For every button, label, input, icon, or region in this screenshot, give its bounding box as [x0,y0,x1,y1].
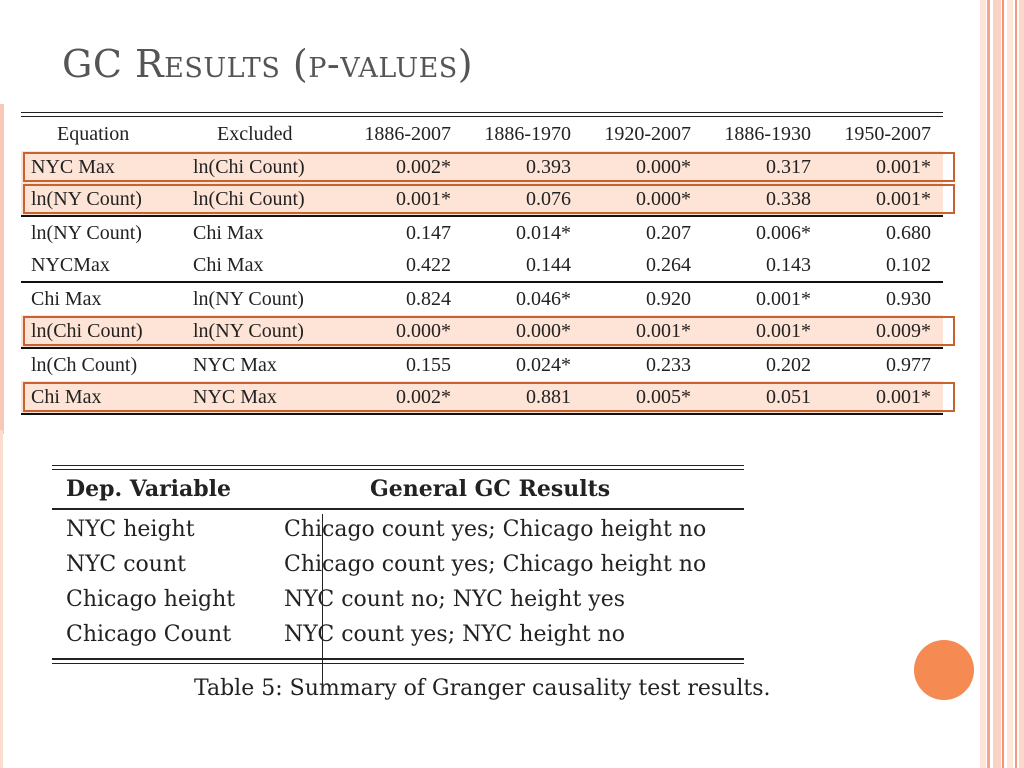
left-accent-bar-lower [0,430,3,768]
table-row [52,617,744,652]
pvalue-cell: 0.233 [646,354,691,376]
pvalue-cell: 0.920 [646,288,691,310]
table-row [21,349,943,381]
result-cell: NYC count no; NYC height yes [284,587,626,612]
pvalue-cell: 0.001* [396,188,451,210]
pvalue-cell: 0.076 [526,188,571,210]
pvalue-cell: 0.881 [526,386,571,408]
header-period-2: 1886-1970 [484,123,571,145]
excluded-cell: ln(Chi Count) [193,188,305,210]
pvalue-cell: 0.000* [636,188,691,210]
excluded-cell: Chi Max [193,254,264,276]
left-accent-bar [0,104,4,434]
pvalue-cell: 0.001* [756,320,811,342]
pvalue-cell: 0.000* [636,156,691,178]
equation-cell: Chi Max [31,288,102,310]
pvalue-cell: 0.002* [396,386,451,408]
table-row [52,582,744,617]
equation-cell: ln(NY Count) [31,222,142,244]
excluded-cell: NYC Max [193,386,277,408]
pvalue-cell: 0.001* [756,288,811,310]
pvalue-cell: 0.009* [876,320,931,342]
excluded-cell: ln(NY Count) [193,288,304,310]
table-row [21,183,943,217]
header-equation: Equation [57,123,130,145]
header-period-3: 1920-2007 [604,123,691,145]
pvalue-cell: 0.147 [406,222,451,244]
header-period-5: 1950-2007 [844,123,931,145]
header-dep-variable: Dep. Variable [66,476,232,502]
pvalue-cell: 0.393 [526,156,571,178]
gc-pvalues-table [21,112,943,415]
pvalue-cell: 0.824 [406,288,451,310]
pvalue-cell: 0.005* [636,386,691,408]
excluded-cell: ln(NY Count) [193,320,304,342]
header-period-1: 1886-2007 [364,123,451,145]
pvalue-cell: 0.422 [406,254,451,276]
excluded-cell: NYC Max [193,354,277,376]
pvalue-cell: 0.002* [396,156,451,178]
pvalue-cell: 0.930 [886,288,931,310]
equation-cell: ln(Chi Count) [31,320,143,342]
pvalue-cell: 0.024* [516,354,571,376]
equation-cell: Chi Max [31,386,102,408]
dep-variable-cell: NYC count [66,552,186,577]
table-row [21,283,943,315]
page-title: GC Results (p-values) [62,42,474,86]
excluded-cell: Chi Max [193,222,264,244]
summary-header-row [52,470,744,510]
table-row [52,512,744,547]
pvalue-cell: 0.000* [516,320,571,342]
result-cell: NYC count yes; NYC height no [284,622,626,647]
table-caption: Table 5: Summary of Granger causality test results. [194,676,771,701]
pvalue-cell: 0.155 [406,354,451,376]
pvalue-cell: 0.051 [766,386,811,408]
decorative-stripes [980,0,1024,768]
pvalue-cell: 0.001* [876,386,931,408]
header-period-4: 1886-1930 [724,123,811,145]
pvalue-cell: 0.001* [876,156,931,178]
table-row [21,151,943,183]
pvalue-cell: 0.144 [526,254,571,276]
pvalue-cell: 0.207 [646,222,691,244]
pvalue-cell: 0.000* [396,320,451,342]
dep-variable-cell: Chicago height [66,587,236,612]
pvalue-cell: 0.317 [766,156,811,178]
pvalue-cell: 0.202 [766,354,811,376]
result-cell: Chicago count yes; Chicago height no [284,552,707,577]
header-excluded: Excluded [217,123,293,145]
result-cell: Chicago count yes; Chicago height no [284,517,707,542]
table-row [52,547,744,582]
pvalue-cell: 0.001* [876,188,931,210]
equation-cell: NYC Max [31,156,115,178]
pvalue-cell: 0.338 [766,188,811,210]
pvalue-cell: 0.014* [516,222,571,244]
pvalue-cell: 0.006* [756,222,811,244]
table-row [21,381,943,415]
dep-variable-cell: NYC height [66,517,195,542]
pvalue-cell: 0.001* [636,320,691,342]
equation-cell: ln(NY Count) [31,188,142,210]
table-header-row [21,117,943,151]
pvalue-cell: 0.680 [886,222,931,244]
gc-summary-table [52,465,744,664]
pvalue-cell: 0.143 [766,254,811,276]
equation-cell: NYCMax [31,254,110,276]
accent-circle [914,640,974,700]
table-row [21,249,943,283]
pvalue-cell: 0.046* [516,288,571,310]
pvalue-cell: 0.102 [886,254,931,276]
dep-variable-cell: Chicago Count [66,622,232,647]
table-row [21,217,943,249]
equation-cell: ln(Ch Count) [31,354,138,376]
table-row [21,315,943,349]
excluded-cell: ln(Chi Count) [193,156,305,178]
pvalue-cell: 0.264 [646,254,691,276]
pvalue-cell: 0.977 [886,354,931,376]
header-general-results: General GC Results [370,476,611,502]
